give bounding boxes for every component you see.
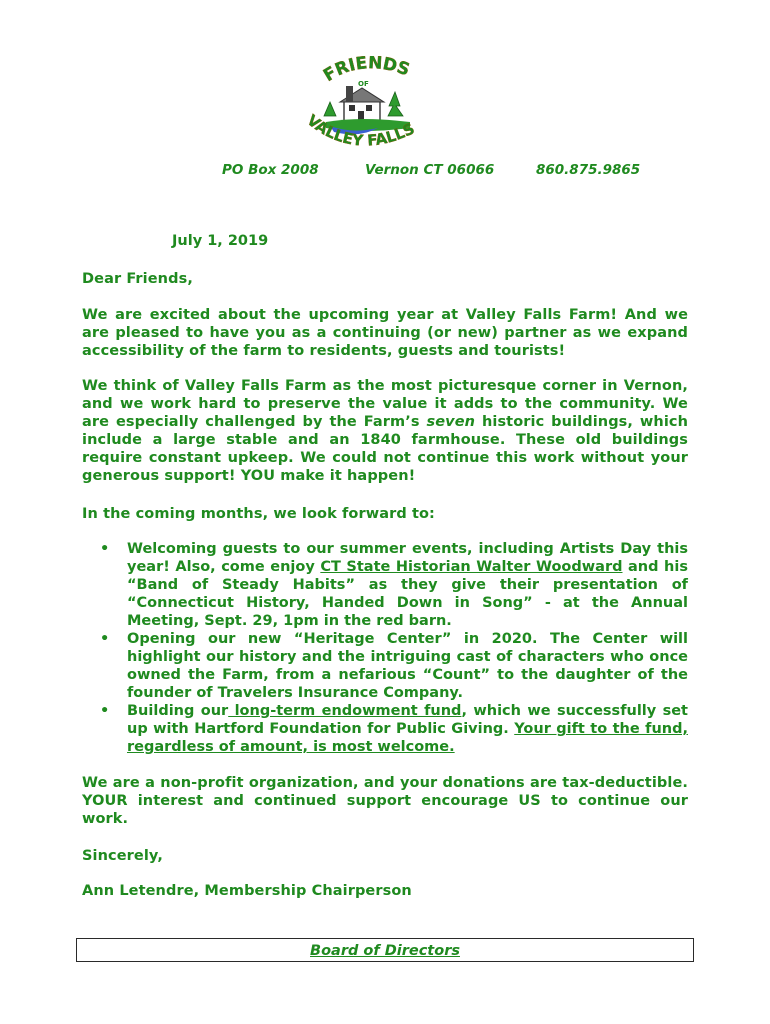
plans-list xyxy=(82,540,688,756)
bullet-icon: • xyxy=(100,631,110,647)
item-endowment-text-2: , which we successfully set up with Hartford Foundation for Public Giving. xyxy=(127,703,688,737)
bullet-icon: • xyxy=(100,541,110,557)
item-events-text-1: Welcoming guests to our summer events, including Artists Day this year! Also, come enjoy xyxy=(127,541,688,575)
signature: Ann Letendre, Membership Chairperson xyxy=(82,883,412,899)
bullet-icon: • xyxy=(100,703,110,719)
logo-text-top: FRIENDS xyxy=(320,56,413,87)
greeting: Dear Friends, xyxy=(82,271,193,287)
list-item xyxy=(82,702,688,756)
list-item xyxy=(82,630,688,702)
closing: Sincerely, xyxy=(82,848,163,864)
friends-of-valley-falls-logo xyxy=(300,56,440,164)
list-item xyxy=(82,540,688,630)
board-of-directors-heading: Board of Directors xyxy=(310,943,460,959)
emphasis-seven: seven xyxy=(426,414,476,430)
item-events-text-2: and his “Band of Steady Habits” as they give their presentation of “Connecticut History, Handed Down in Song” - at the Annual Meeting, Sept. 29, 1pm in the red barn. xyxy=(127,559,688,629)
paragraph-preservation xyxy=(82,377,688,485)
phone-number: 860.875.9865 xyxy=(536,162,641,178)
paragraph-nonprofit: We are a non-profit organization, and your donations are tax-deductible. YOUR interest and continued support encourage US to continue our work. xyxy=(82,775,688,827)
endowment-fund-link[interactable]: long-term endowment fund xyxy=(228,703,462,719)
board-of-directors-box xyxy=(76,938,694,962)
logo-text-bottom: VALLEY FALLS xyxy=(303,111,418,150)
item-endowment-text-1: Building our xyxy=(127,703,229,719)
paragraph-preservation-part2: historic buildings, which include a large stable and an 1840 farmhouse. These old buildings require constant upkeep. We could not continue this work without your generous support! YOU make it happen! xyxy=(82,414,689,484)
tree-icon xyxy=(324,102,336,116)
paragraph-preservation-part1: We think of Valley Falls Farm as the most picturesque corner in Vernon, and we work hard to preserve the value it adds to the community. We are especially challenged by the Farm’s xyxy=(82,378,688,430)
letter-date: July 1, 2019 xyxy=(172,233,269,249)
gift-welcome-link[interactable]: Your gift to the fund, regardless of amount, is most welcome. xyxy=(127,721,688,755)
tree-icon xyxy=(388,92,403,116)
item-heritage-center-text: Opening our new “Heritage Center” in 2020. The Center will highlight our history and the intriguing cast of characters who once owned the Farm, from a nefarious “Count” to the daughter of the founder of Travelers Insurance Company. xyxy=(127,631,688,701)
paragraph-coming-months: In the coming months, we look forward to: xyxy=(82,506,435,522)
historian-link[interactable]: CT State Historian Walter Woodward xyxy=(320,559,623,575)
po-box: PO Box 2008 xyxy=(222,162,319,178)
logo-text-of: OF xyxy=(358,80,369,88)
logo-image xyxy=(300,56,440,164)
city-address: Vernon CT 06066 xyxy=(365,162,495,178)
paragraph-intro: We are excited about the upcoming year at Valley Falls Farm! And we are pleased to have you as a continuing (or new) partner as we expand accessibility of the farm to residents, guests and tourists! xyxy=(82,307,688,359)
